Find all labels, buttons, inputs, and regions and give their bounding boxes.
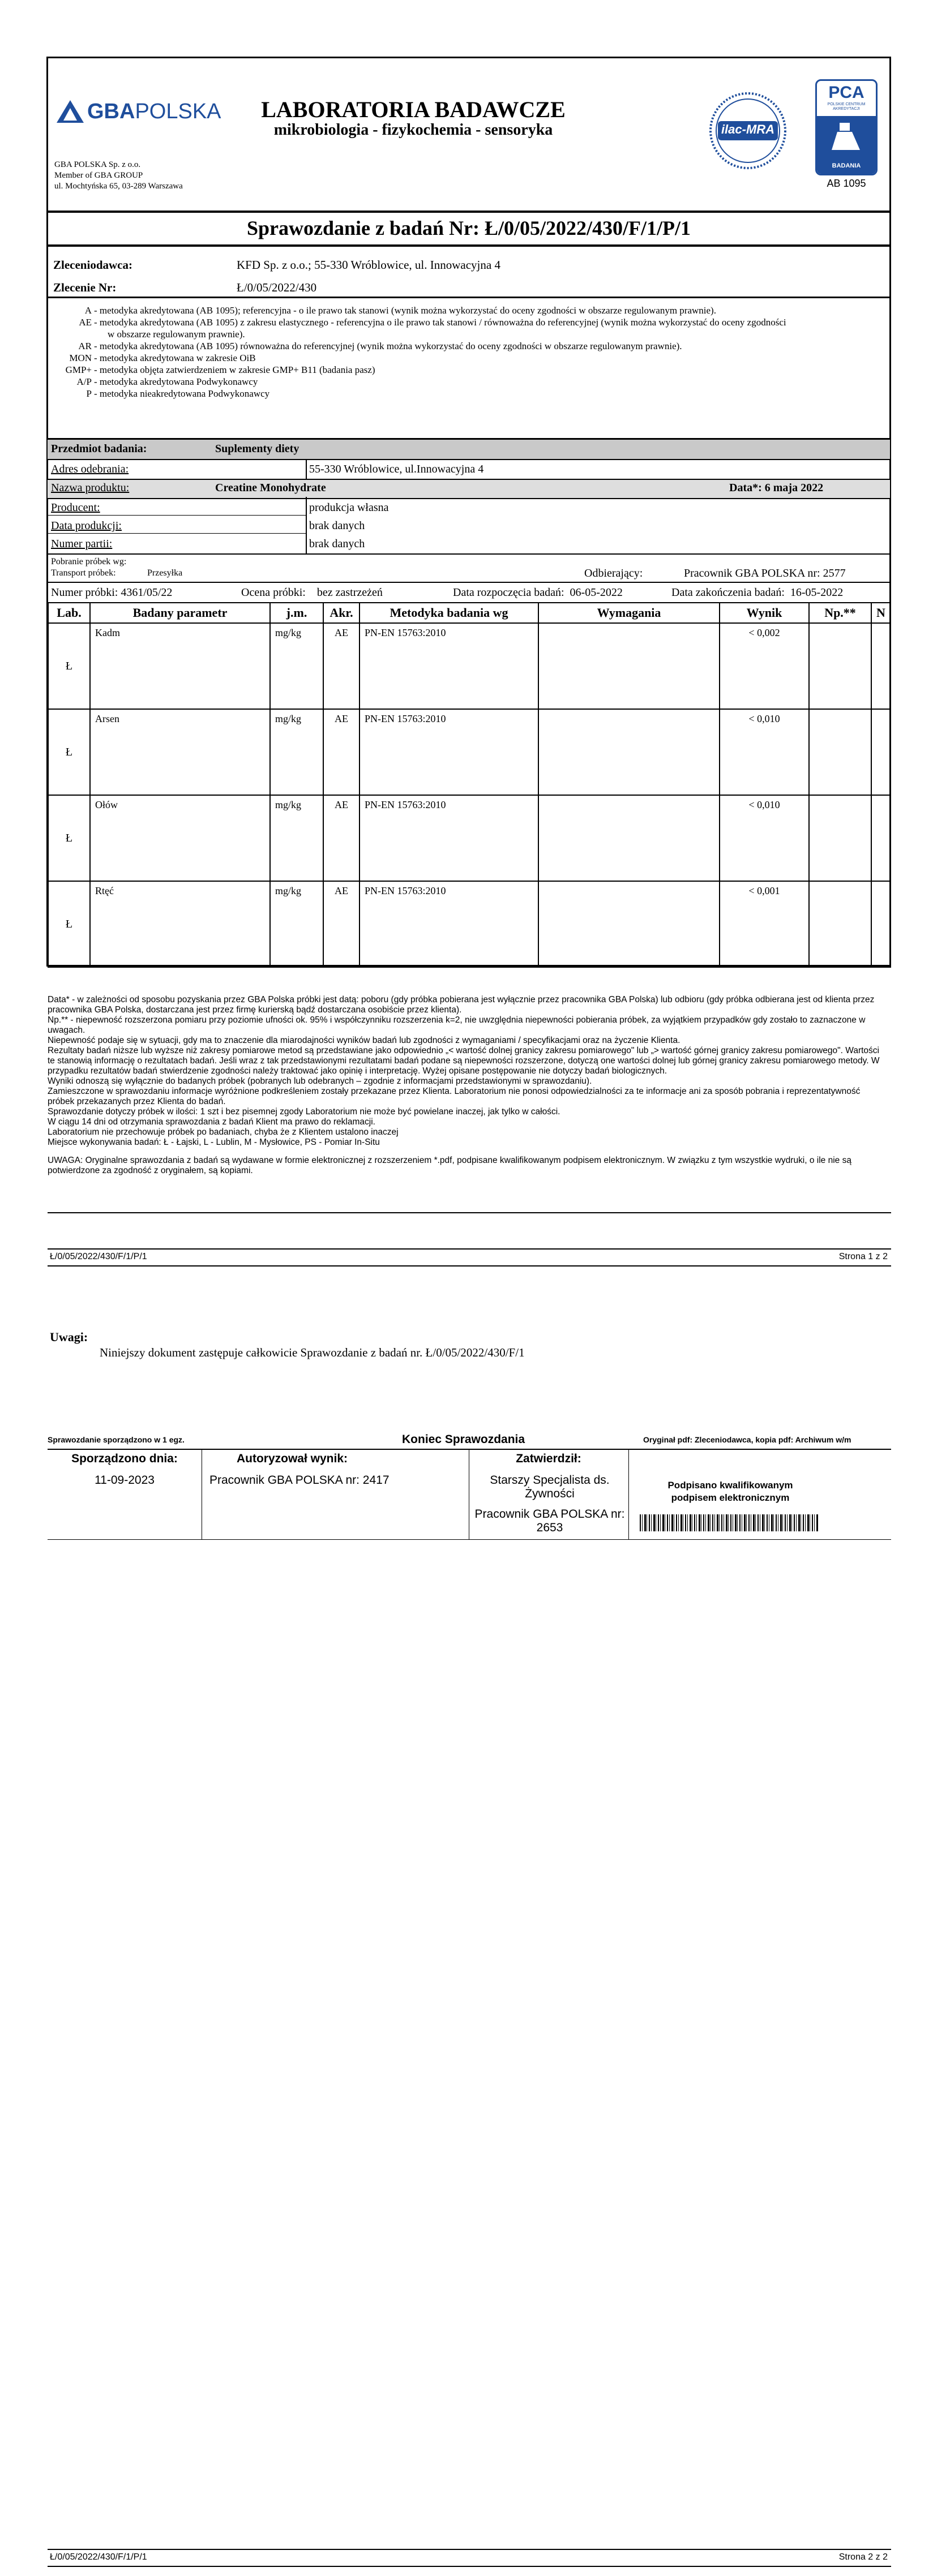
subject-label: Przedmiot badania: — [51, 443, 147, 455]
note-item: Zamieszczone w sprawozdaniu informacje wyróżnione podkreśleniem zostały przekazane przez Klienta. Laboratorium nie ponosi odpowiedzialności za te informacje ani za sposób pobrania i reprezentatywność próbek przekazanych przez Klienta do badań. — [48, 1087, 861, 1106]
batch-value: brak danych — [309, 538, 365, 550]
cell-uncertainty — [809, 881, 871, 967]
flask-icon — [829, 122, 863, 153]
note-item: Niepewność podaje się w sytuacji, gdy ma to znaczenie dla miarodajności wyników badań lub zgodności z wymaganiami / specyfikacjami oraz na życzenie Klienta. — [48, 1036, 681, 1045]
header-unit: j.m. — [270, 603, 323, 623]
cell-result: < 0,002 — [720, 623, 809, 709]
note-item: Rezultaty badań niższe lub wyższe niż zakresy pomiarowe metod są przedstawiane jako odpowiednio „< wartość dolnej granicy zakresu pomiarowego" lub „> wartość górnej granicy zakresu pomiarowego". Wartości te stanowią informację o rezultatach badań. Jeśli wraz z tak przedstawionymi rezultatami badań podane są niepewności rozszerzone, dotyczą one wartości dolnej lub górnej granicy zakresu pomiarowego metody. W przypadku rezultatów badań stwierdzenie zgodności należy traktować jako opinię i interpretację. Wyżej opisane postępowanie nie dotyczy badań biologicznych. — [48, 1046, 880, 1076]
legend-key: AE — [79, 317, 92, 328]
cell-lab: Ł — [48, 623, 90, 709]
authorized-value: Pracownik GBA POLSKA nr: 2417 — [209, 1474, 390, 1487]
cell-param: Rtęć — [90, 881, 270, 967]
assessment-value: bez zastrzeżeń — [316, 586, 383, 599]
cell-n — [871, 709, 891, 795]
cell-unit: mg/kg — [270, 709, 323, 795]
address-label: Adres odebrania: — [51, 463, 129, 475]
pca-badania-text: BADANIA — [832, 162, 861, 169]
sample-assessment — [241, 586, 383, 599]
sample-date — [729, 482, 823, 495]
company-street: ul. Mochtyńska 65, 03-289 Warszawa — [54, 182, 183, 191]
batch-label: Numer partii: — [51, 538, 113, 550]
cell-akr: AE — [323, 881, 359, 967]
note-item: Sprawozdanie dotyczy próbek w ilości: 1 szt i bez pisemnej zgody Laboratorium nie może być powielane inaczej, jak tylko w całości. — [48, 1107, 560, 1117]
cell-method: PN-EN 15763:2010 — [359, 709, 538, 795]
header-requirements: Wymagania — [538, 603, 720, 623]
approved-label: Zatwierdził: — [516, 1452, 581, 1465]
cell-uncertainty — [809, 795, 871, 881]
header-result: Wynik — [720, 603, 809, 623]
start-date — [453, 586, 623, 599]
subject-value: Suplementy diety — [215, 443, 299, 455]
company-name: GBA POLSKA Sp. z o.o. — [54, 160, 141, 169]
report-title: Sprawozdanie z badań Nr: Ł/0/05/2022/430/F/1/P/1 — [246, 217, 691, 239]
end-of-report: Koniec Sprawozdania — [402, 1433, 525, 1446]
production-date-value: brak danych — [309, 520, 365, 532]
legend-item — [62, 364, 786, 376]
header-uncertainty: Np.** — [809, 603, 871, 623]
pca-logo — [815, 79, 878, 175]
note-item: Miejsce wykonywania badań: Ł - Łajski, L - Lublin, M - Mysłowice, PS - Pomiar In-Situ — [48, 1137, 380, 1147]
cell-n — [871, 623, 891, 709]
accreditation-number: AB 1095 — [827, 178, 866, 189]
sampling-label: Pobranie próbek wg: — [51, 557, 127, 566]
producer-value: produkcja własna — [309, 501, 389, 514]
legend-item — [62, 316, 786, 328]
cell-requirements — [538, 623, 720, 709]
end-date-label: Data zakończenia badań: — [671, 586, 785, 599]
legend-key: A/P — [76, 376, 92, 387]
address-value: 55-330 Wróblowice, ul.Innowacyjna 4 — [309, 463, 484, 475]
start-date-value: 06-05-2022 — [570, 586, 623, 599]
legend-item — [62, 376, 786, 388]
report-notes — [48, 995, 885, 1176]
legend-item — [62, 304, 786, 316]
cell-uncertainty — [809, 623, 871, 709]
assessment-label: Ocena próbki: — [241, 586, 306, 599]
pca-logo-panel — [817, 116, 876, 174]
prepared-label: Sporządzono dnia: — [71, 1452, 178, 1465]
divider — [48, 244, 890, 247]
table-row — [48, 795, 891, 881]
note-item: Wyniki odnoszą się wyłącznie do badanych próbek (pobranych lub odebranych – zgodnie z informacjami przedstawionymi w sprawozdaniu). — [48, 1076, 592, 1086]
divider — [48, 553, 890, 555]
divider — [306, 460, 307, 479]
sample-number-label: Numer próbki: — [51, 586, 118, 599]
sample-number-value: 4361/05/22 — [121, 586, 173, 599]
product-label: Nazwa produktu: — [51, 482, 130, 494]
cell-lab: Ł — [48, 881, 90, 967]
gba-logo-polska: POLSKA — [135, 99, 221, 123]
order-value: Ł/0/05/2022/430 — [237, 281, 317, 294]
authorized-label: Autoryzował wynik: — [236, 1452, 348, 1465]
end-date — [671, 586, 843, 599]
header-param: Badany parametr — [90, 603, 270, 623]
producer-label: Producent: — [51, 501, 100, 514]
legend-key: A — [84, 305, 92, 316]
pca-logo-subtitle: POLSKIE CENTRUM AKREDYTACJI — [827, 102, 866, 111]
cell-result: < 0,010 — [720, 709, 809, 795]
signature-text: Podpisano kwalifikowanym podpisem elektronicznym — [667, 1480, 793, 1503]
gba-logo-text: GBA — [87, 99, 135, 123]
divider — [306, 497, 307, 553]
cell-param: Ołów — [90, 795, 270, 881]
note-item: Laboratorium nie przechowuje próbek po badaniach, chyba że z Klientem ustalono inaczej — [48, 1127, 399, 1137]
legend-text: - metodyka nieakredytowana Podwykonawcy — [94, 388, 270, 399]
cell-method: PN-EN 15763:2010 — [359, 795, 538, 881]
legend-text: - metodyka akredytowana (AB 1095) z zakresu elastycznego - referencyjna o ile prawo tak stanowi / równoważna do referencyjnej (wynik można wykorzystać do oceny zgodności — [94, 317, 786, 328]
cell-unit: mg/kg — [270, 881, 323, 967]
sample-date-value: 6 maja 2022 — [764, 482, 824, 494]
cell-param: Kadm — [90, 623, 270, 709]
header-method: Metodyka badania wg — [359, 603, 538, 623]
ilac-mra-logo — [708, 91, 788, 171]
cell-requirements — [538, 881, 720, 967]
header-lab: Lab. — [48, 603, 90, 623]
company-member: Member of GBA GROUP — [54, 171, 143, 180]
cell-unit: mg/kg — [270, 795, 323, 881]
page-footer-2 — [48, 2549, 891, 2567]
table-header — [48, 603, 891, 623]
production-date-label: Data produkcji: — [51, 520, 122, 532]
note-item: Np.** - niepewność rozszerzona pomiaru przy poziomie ufności ok. 95% i współczynniku rozszerzenia k=2, nie uwzględnia niepewności pobierania próbek, za wyjątkiem przypadków gdy zostało to zaznaczone w uwagach. — [48, 1015, 866, 1035]
sample-date-label: Data*: — [729, 482, 762, 494]
table-row — [48, 709, 891, 795]
product-value: Creatine Monohydrate — [215, 482, 326, 494]
cell-requirements — [538, 709, 720, 795]
warning-text: UWAGA: Oryginalne sprawozdania z badań są wydawane w formie elektronicznej z rozszerzeniem *.pdf, podpisane kwalifikowanym podpisem elektronicznym. W związku z tym wszystkie wydruki, o ile nie są potwierdzone za zgodność z oryginałem, są kopiami. — [48, 1156, 851, 1175]
client-label: Zleceniodawca: — [53, 258, 132, 272]
lab-title: LABORATORIA BADAWCZE — [261, 97, 566, 122]
order-label: Zlecenie Nr: — [53, 281, 117, 294]
note-item: Data* - w zależności od sposobu pozyskania przez GBA Polska próbki jest datą: poboru (gdy próbka pobierana jest wyłącznie przez pracownika GBA Polska) lub odbioru (gdy próbka odbierana jest od klienta przez pracownika GBA Polska, dostarczana jest przez firmę kurierską bądź dostarczana osobiście przez klienta). — [48, 995, 875, 1015]
cell-lab: Ł — [48, 795, 90, 881]
legend-text: - metodyka akredytowana w zakresie OiB — [94, 353, 256, 363]
remarks-text: Niniejszy dokument zastępuje całkowicie Sprawozdanie z badań nr. Ł/0/05/2022/430/F/1 — [100, 1346, 525, 1359]
cell-requirements — [538, 795, 720, 881]
gba-logo — [55, 97, 221, 126]
cell-method: PN-EN 15763:2010 — [359, 881, 538, 967]
cell-akr: AE — [323, 795, 359, 881]
table-row — [48, 623, 891, 709]
original-note: Oryginał pdf: Zleceniodawca, kopia pdf: Archiwum w/m — [643, 1435, 851, 1444]
divider — [48, 211, 890, 213]
pca-logo-text: PCA — [828, 83, 864, 102]
header-akr: Akr. — [323, 603, 359, 623]
approved-line1: Starszy Specjalista ds. Żywności — [490, 1474, 610, 1500]
cell-akr: AE — [323, 709, 359, 795]
legend-item — [62, 340, 786, 352]
note-item: W ciągu 14 dni od otrzymania sprawozdania z badań Klient ma prawo do reklamacji. — [48, 1117, 375, 1127]
cell-unit: mg/kg — [270, 623, 323, 709]
legend-item — [62, 352, 786, 364]
copies-note: Sprawozdanie sporządzono w 1 egz. — [48, 1435, 185, 1444]
legend-key: P — [86, 388, 92, 399]
end-date-value: 16-05-2022 — [790, 586, 844, 599]
transport-label: Transport próbek: — [51, 568, 116, 578]
lab-subtitle: mikrobiologia - fizykochemia - sensoryka — [273, 121, 553, 139]
legend-text: - metodyka objęta zatwierdzeniem w zakresie GMP+ B11 (badania pasz) — [94, 364, 375, 375]
approved-line2: Pracownik GBA POLSKA nr: 2653 — [474, 1508, 625, 1534]
cell-n — [871, 881, 891, 967]
legend-text: - metodyka akredytowana (AB 1095) równoważna do referencyjnej (wynik można wykorzystać do oceny zgodności w obszarze regulowanym prawnie). — [94, 341, 682, 351]
footer-page: Strona 2 z 2 — [838, 2552, 888, 2562]
results-table — [48, 602, 891, 968]
table-row — [48, 881, 891, 967]
cell-result: < 0,010 — [720, 795, 809, 881]
legend-key: MON — [69, 353, 92, 363]
legend-item — [62, 388, 786, 400]
page-footer-1 — [48, 1248, 891, 1266]
divider — [48, 533, 306, 534]
subject-row — [48, 440, 890, 460]
legend-text: w obszarze regulowanym prawnie). — [108, 329, 245, 340]
divider — [48, 582, 890, 583]
remarks-label: Uwagi: — [50, 1330, 88, 1344]
footer-ref: Ł/0/05/2022/430/F/1/P/1 — [50, 2552, 147, 2562]
receiver-value: Pracownik GBA POLSKA nr: 2577 — [684, 567, 846, 579]
cell-method: PN-EN 15763:2010 — [359, 623, 538, 709]
receiver-label: Odbierający: — [584, 567, 643, 579]
cell-result: < 0,001 — [720, 881, 809, 967]
divider — [628, 1449, 629, 1539]
footer-ref: Ł/0/05/2022/430/F/1/P/1 — [50, 1252, 147, 1261]
sample-number — [51, 586, 172, 599]
transport-value: Przesyłka — [147, 568, 183, 578]
legend-text: - metodyka akredytowana Podwykonawcy — [94, 376, 258, 387]
prepared-value: 11-09-2023 — [95, 1474, 155, 1487]
cell-akr: AE — [323, 623, 359, 709]
legend-text: - metodyka akredytowana (AB 1095); referencyjna - o ile prawo tak stanowi (wynik można wykorzystać do oceny zgodności w obszarze regulowanym prawnie). — [94, 305, 716, 316]
divider — [48, 1212, 891, 1213]
cell-n — [871, 795, 891, 881]
client-value: KFD Sp. z o.o.; 55-330 Wróblowice, ul. Innowacyjna 4 — [237, 258, 500, 272]
methodology-legend — [62, 304, 786, 400]
divider — [48, 515, 306, 516]
legend-key: GMP+ — [65, 364, 92, 375]
cell-param: Arsen — [90, 709, 270, 795]
start-date-label: Data rozpoczęcia badań: — [453, 586, 564, 599]
cell-uncertainty — [809, 709, 871, 795]
footer-page: Strona 1 z 2 — [838, 1252, 888, 1261]
divider — [48, 297, 890, 298]
signature-barcode — [640, 1514, 819, 1531]
header-n: N — [871, 603, 891, 623]
ilac-mra-text: ilac-MRA — [721, 122, 775, 136]
legend-item — [62, 328, 786, 340]
legend-key: AR — [78, 341, 92, 351]
cell-lab: Ł — [48, 709, 90, 795]
company-address — [54, 160, 183, 192]
gba-logo-icon — [55, 99, 85, 124]
